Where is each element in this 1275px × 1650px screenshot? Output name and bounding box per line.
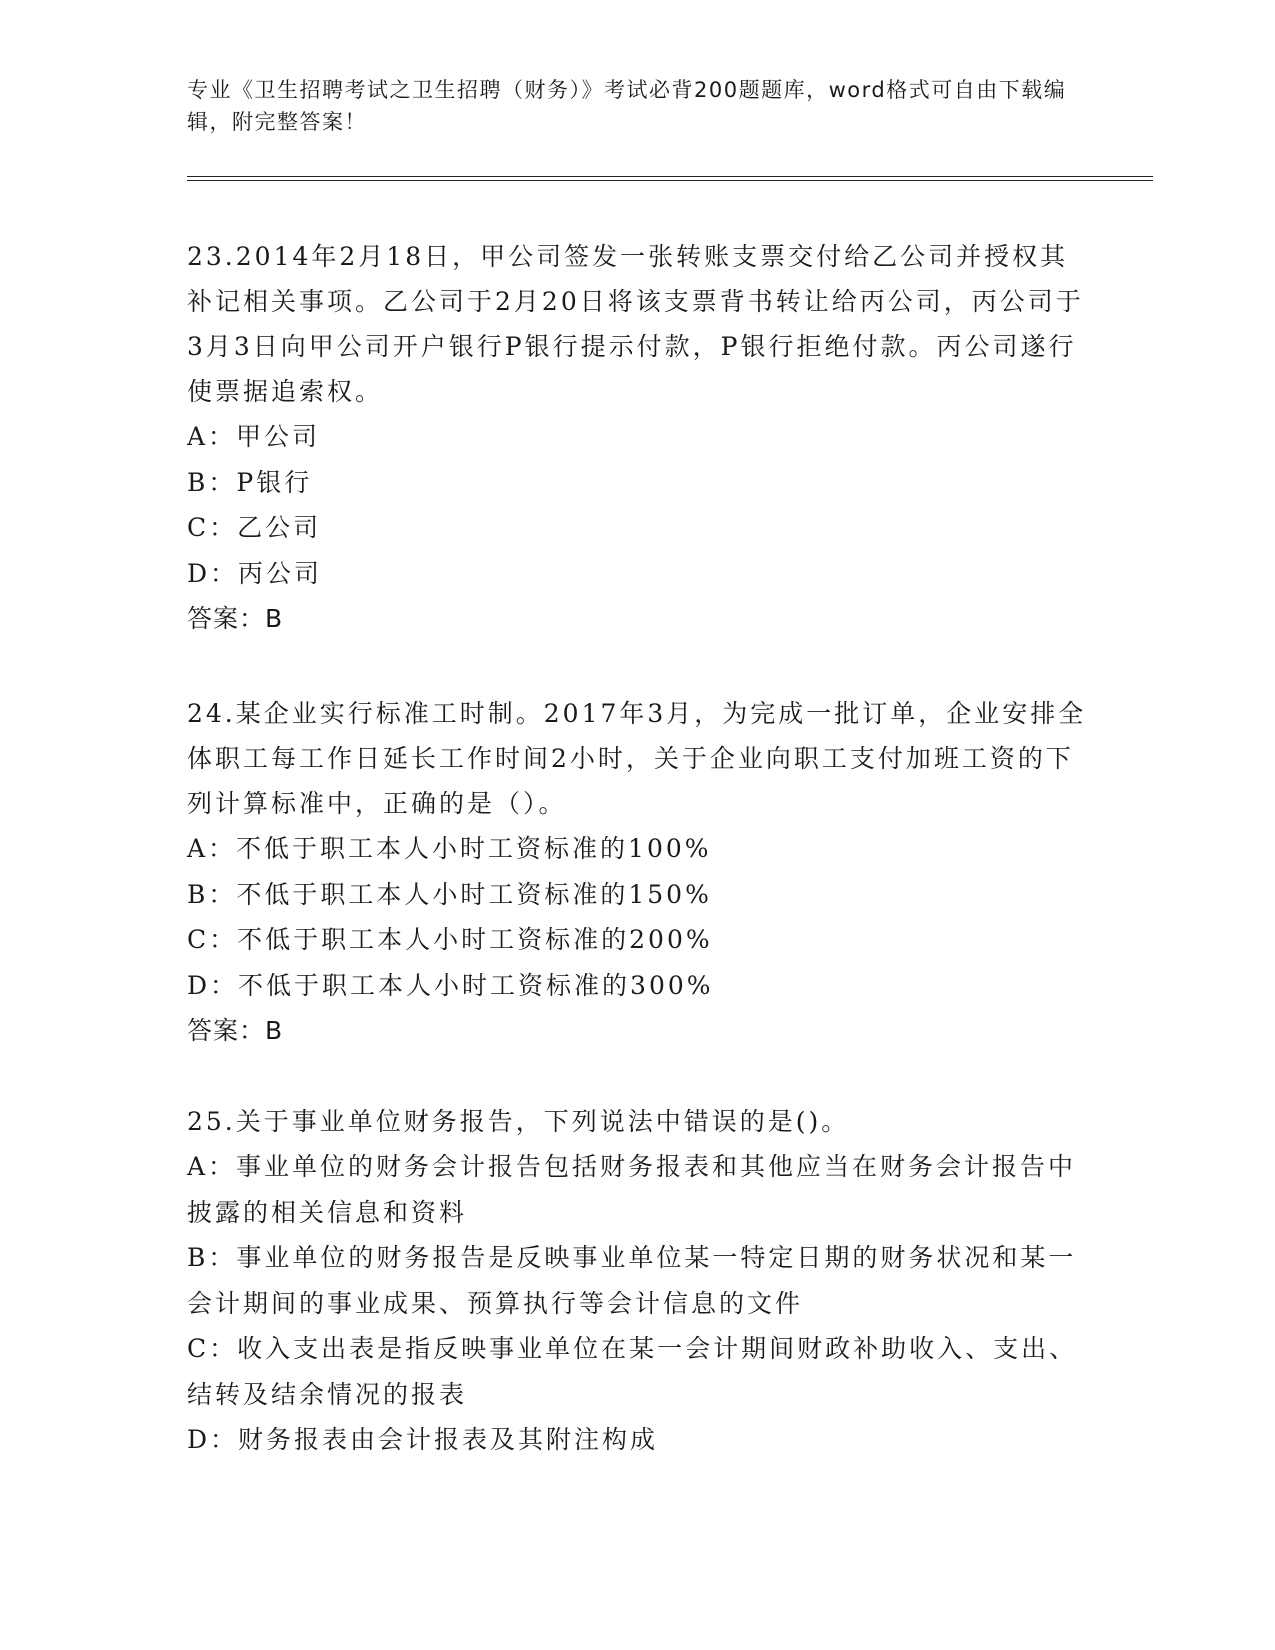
header-divider — [187, 176, 1153, 181]
option-a: A：甲公司 — [187, 422, 321, 451]
question-23 — [187, 234, 1087, 641]
option-c: C：不低于职工本人小时工资标准的200% — [187, 925, 713, 954]
option-b: B：事业单位的财务报告是反映事业单位某一特定日期的财务状况和某一会计期间的事业成果、预算执行等会计信息的文件 — [187, 1243, 1077, 1318]
document-header: 专业《卫生招聘考试之卫生招聘（财务）》考试必背200题题库，word格式可自由下载编辑，附完整答案！ — [187, 78, 1067, 134]
option-d: D：不低于职工本人小时工资标准的300% — [187, 970, 714, 1000]
option-c: C：收入支出表是指反映事业单位在某一会计期间财政补助收入、支出、结转及结余情况的报表 — [187, 1334, 1078, 1409]
option-b: B：不低于职工本人小时工资标准的150% — [187, 879, 712, 909]
answer-line: 答案：B — [187, 1016, 284, 1045]
option-a: A：不低于职工本人小时工资标准的100% — [187, 834, 712, 863]
question-stem: 24.某企业实行标准工时制。2017年3月，为完成一批订单，企业安排全体职工每工作日延长工作时间2小时，关于企业向职工支付加班工资的下列计算标准中，正确的是（）。 — [187, 699, 1087, 818]
question-25 — [187, 1099, 1087, 1463]
option-d: D：财务报表由会计报表及其附注构成 — [187, 1425, 659, 1454]
question-stem: 25.关于事业单位财务报告，下列说法中错误的是()。 — [187, 1107, 850, 1136]
option-c: C：乙公司 — [187, 513, 322, 542]
option-d: D：丙公司 — [187, 558, 323, 588]
question-stem: 23.2014年2月18日，甲公司签发一张转账支票交付给乙公司并授权其补记相关事项。乙公司于2月20日将该支票背书转让给丙公司，丙公司于3月3日向甲公司开户银行P银行提示付款，P银行拒绝付款。丙公司遂行使票据追索权。 — [187, 242, 1084, 406]
option-b: B：P银行 — [187, 467, 313, 497]
answer-line: 答案：B — [187, 604, 284, 633]
option-a: A：事业单位的财务会计报告包括财务报表和其他应当在财务会计报告中披露的相关信息和资料 — [187, 1152, 1077, 1227]
question-24 — [187, 691, 1087, 1053]
